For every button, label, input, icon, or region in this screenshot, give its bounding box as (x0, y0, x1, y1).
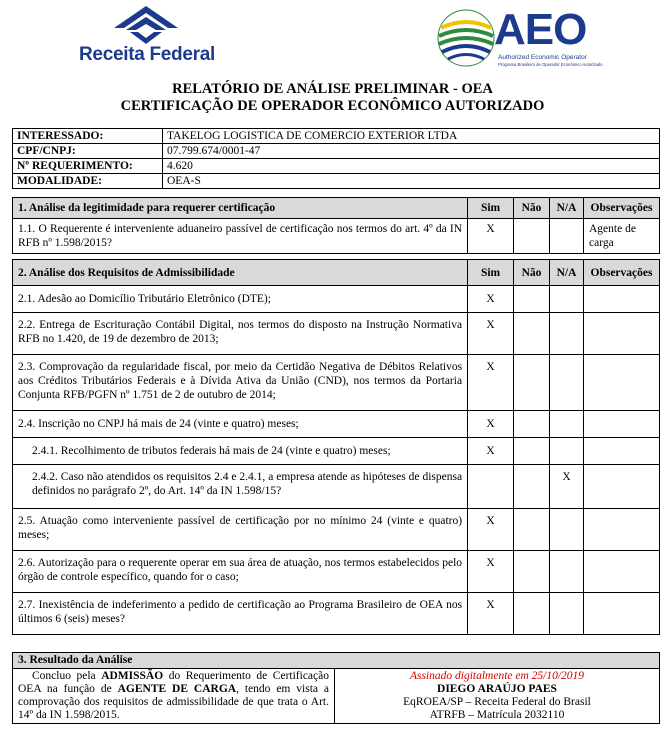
answer-nao (514, 438, 550, 465)
aeo-program-name: Programa Brasileiro de Operador Econômico Autorizado (498, 62, 603, 67)
answer-na (550, 438, 584, 465)
answer-na (550, 593, 584, 635)
signer-unit: EqROEA/SP – Receita Federal do Brasil (403, 696, 591, 708)
title-line-1: RELATÓRIO DE ANÁLISE PRELIMINAR - OEA (172, 81, 493, 97)
answer-nao (514, 286, 550, 313)
requirement-text: 2.4.2. Caso não atendidos os requisitos 2.4 e 2.4.1, a empresa atende as hipóteses de dispensa definidos no parágrafo 2º, do Art. 14º da IN 1.598/15? (13, 465, 468, 509)
table-row (13, 313, 660, 355)
col-nao: Não (514, 260, 550, 286)
requirement-text: 2.3. Comprovação da regularidade fiscal, por meio da Certidão Negativa de Débitos Relativos aos Créditos Tributários Federais e à Dívida Ativa da União (CND), nos termos da Portaria Conjunta RFB/PGFN nº 1.751 de 2 de outubro de 2014; (13, 355, 468, 411)
answer-observation (583, 593, 659, 635)
requirement-text: 2.1. Adesão ao Domicílio Tributário Eletrônico (DTE); (13, 286, 468, 313)
answer-sim: X (468, 551, 514, 593)
section-3-title: 3. Resultado da Análise (13, 653, 660, 669)
answer-na (550, 286, 584, 313)
requirement-text: 2.7. Inexistência de indeferimento a pedido de certificação ao Programa Brasileiro de OEA nos últimos 6 (seis) meses? (13, 593, 468, 635)
info-label: CPF/CNPJ: (13, 144, 163, 159)
signature-block (335, 669, 660, 724)
conclusion-decision: ADMISSÃO (101, 670, 164, 682)
result-row (13, 669, 660, 724)
table-row (13, 411, 660, 438)
answer-na (550, 219, 584, 254)
table-row (13, 286, 660, 313)
info-row (13, 159, 660, 174)
answer-na: X (550, 465, 584, 509)
page-title (0, 81, 665, 115)
signer-name: DIEGO ARAÚJO PAES (437, 683, 557, 695)
result-conclusion (13, 669, 335, 724)
receita-federal-emblem-icon (108, 2, 184, 46)
col-sim: Sim (468, 198, 514, 219)
aeo-subtitle: Authorized Economic Operator (498, 54, 587, 61)
receita-federal-logo (76, 2, 218, 68)
answer-sim: X (468, 313, 514, 355)
answer-sim: X (468, 411, 514, 438)
info-row (13, 144, 660, 159)
info-label: INTERESSADO: (13, 129, 163, 144)
requirement-text: 2.4. Inscrição no CNPJ há mais de 24 (vinte e quatro) meses; (13, 411, 468, 438)
answer-nao (514, 593, 550, 635)
answer-observation (583, 313, 659, 355)
digital-signature-note: Assinado digitalmente em 25/10/2019 (409, 670, 585, 682)
answer-sim: X (468, 355, 514, 411)
table-row (13, 355, 660, 411)
table-row (13, 219, 660, 254)
answer-observation (583, 465, 659, 509)
table-row (13, 438, 660, 465)
answer-sim (468, 465, 514, 509)
answer-nao (514, 355, 550, 411)
answer-nao (514, 411, 550, 438)
section-2-title: 2. Análise dos Requisitos de Admissibilidade (13, 260, 468, 286)
info-row (13, 129, 660, 144)
answer-na (550, 509, 584, 551)
answer-nao (514, 509, 550, 551)
col-na: N/A (550, 198, 584, 219)
answer-sim: X (468, 593, 514, 635)
answer-observation (583, 438, 659, 465)
table-row (13, 509, 660, 551)
answer-observation (583, 411, 659, 438)
applicant-info-table (12, 128, 660, 189)
col-obs: Observações (583, 198, 659, 219)
conclusion-function: AGENTE DE CARGA (117, 683, 237, 695)
info-value: OEA-S (163, 174, 660, 189)
requirement-text: 2.6. Autorização para o requerente operar em sua área de atuação, nos termos estabelecidos pelo órgão de controle específico, quando for o caso; (13, 551, 468, 593)
answer-observation: Agente de carga (583, 219, 659, 254)
table-row (13, 465, 660, 509)
admissibility-requirements-table (12, 259, 660, 635)
answer-sim: X (468, 438, 514, 465)
section-header-row (13, 653, 660, 669)
section-header-row (13, 260, 660, 286)
col-obs: Observações (583, 260, 659, 286)
conclusion-text: Concluo pela (32, 670, 102, 682)
section-1-title: 1. Análise da legitimidade para requerer certificação (13, 198, 468, 219)
aeo-logo (436, 4, 603, 74)
info-row (13, 174, 660, 189)
legitimacy-analysis-table (12, 197, 660, 254)
aeo-mark: AEO (494, 5, 587, 54)
answer-nao (514, 465, 550, 509)
col-nao: Não (514, 198, 550, 219)
answer-na (550, 313, 584, 355)
answer-nao (514, 313, 550, 355)
globe-icon (436, 8, 496, 68)
analysis-result-table (12, 652, 660, 724)
answer-sim: X (468, 219, 514, 254)
conclusion-text: , tendo em vista a comprovação dos requisitos de admissibilidade de que trata o Art. 14º da IN 1.598/2015. (18, 683, 329, 721)
requirement-text: 2.4.1. Recolhimento de tributos federais há mais de 24 (vinte e quatro) meses; (13, 438, 468, 465)
answer-observation (583, 355, 659, 411)
signer-role: ATRFB – Matrícula 2032110 (429, 709, 565, 721)
answer-nao (514, 551, 550, 593)
col-na: N/A (550, 260, 584, 286)
answer-observation (583, 551, 659, 593)
requirement-text: 2.5. Atuação como interveniente passível de certificação por no mínimo 24 (vinte e quatro) meses; (13, 509, 468, 551)
info-value: TAKELOG LOGISTICA DE COMERCIO EXTERIOR LTDA (163, 129, 660, 144)
title-line-2: CERTIFICAÇÃO DE OPERADOR ECONÔMICO AUTORIZADO (120, 98, 545, 114)
answer-na (550, 551, 584, 593)
info-value: 07.799.674/0001-47 (163, 144, 660, 159)
table-row (13, 551, 660, 593)
info-label: Nº REQUERIMENTO: (13, 159, 163, 174)
info-label: MODALIDADE: (13, 174, 163, 189)
section-header-row (13, 198, 660, 219)
requirement-text: 2.2. Entrega de Escrituração Contábil Digital, nos termos do disposto na Instrução Normativa RFB no 1.420, de 19 de dezembro de 2013; (13, 313, 468, 355)
answer-na (550, 411, 584, 438)
conclusion-text: do Requerimento de Certificação OEA na função de (18, 670, 329, 695)
info-value: 4.620 (163, 159, 660, 174)
table-row (13, 593, 660, 635)
answer-observation (583, 286, 659, 313)
document-header (0, 0, 665, 75)
receita-federal-text: Receita Federal (79, 44, 215, 65)
answer-observation (583, 509, 659, 551)
answer-sim: X (468, 286, 514, 313)
answer-nao (514, 219, 550, 254)
col-sim: Sim (468, 260, 514, 286)
answer-sim: X (468, 509, 514, 551)
answer-na (550, 355, 584, 411)
question-text: 1.1. O Requerente é interveniente aduaneiro passível de certificação nos termos do art. 4º da IN RFB nº 1.598/2015? (13, 219, 468, 254)
